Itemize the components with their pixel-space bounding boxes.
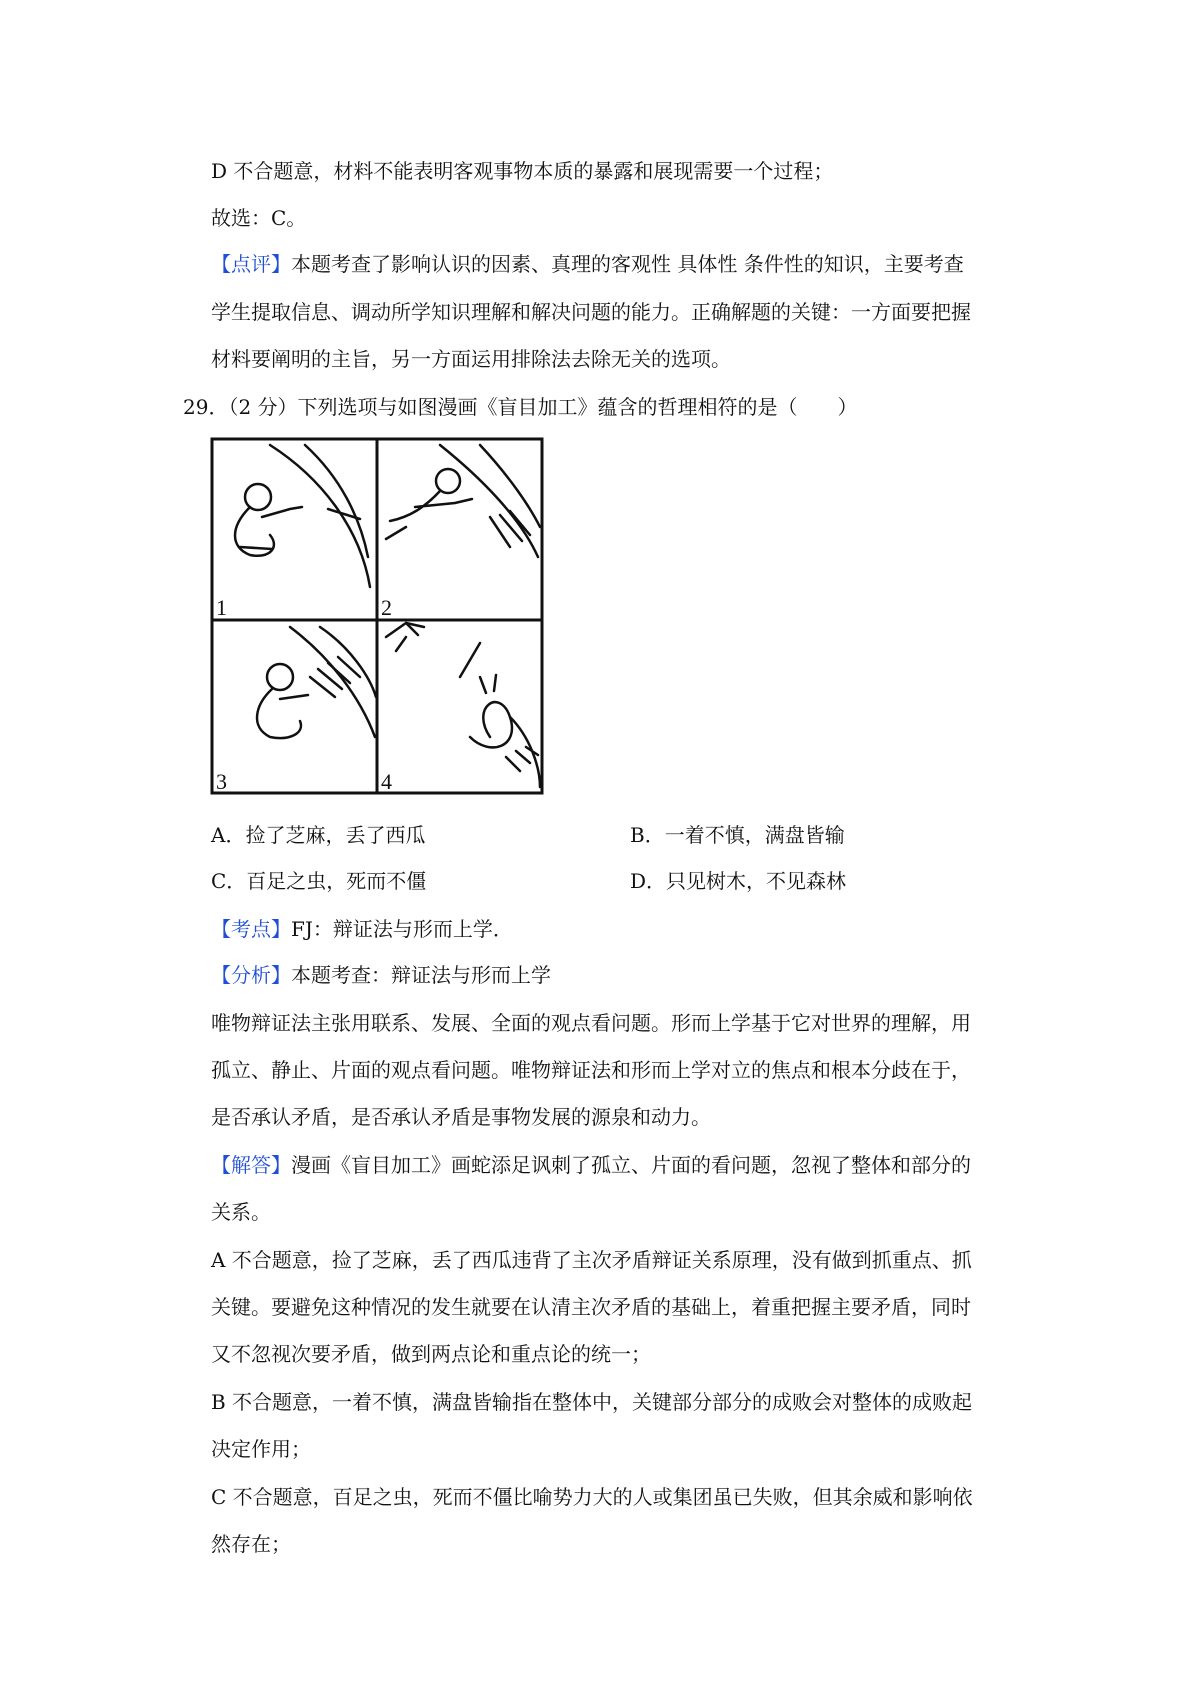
prev-option-d-analysis: D 不合题意，材料不能表明客观事物本质的暴露和展现需要一个过程； (211, 159, 834, 183)
fenxi-tag: 【分析】 (211, 963, 291, 987)
panel-number: 2 (381, 595, 392, 620)
kaodian-text: FJ：辩证法与形而上学． (291, 917, 513, 941)
panel-number: 3 (216, 769, 227, 794)
analysis-line: 唯物辩证法主张用联系、发展、全面的观点看问题。形而上学基于它对世界的理解，用 (211, 1011, 971, 1035)
prev-comment (211, 251, 964, 277)
jieda-line: B 不合题意，一着不慎，满盘皆输指在整体中，关键部分部分的成败会对整体的成败起 (211, 1390, 973, 1414)
jieda-line: 然存在； (211, 1532, 291, 1556)
comment-line: 学生提取信息、调动所学知识理解和解决问题的能力。正确解题的关键：一方面要把握 (211, 300, 971, 324)
panel-number: 4 (381, 769, 392, 794)
option-d: D．只见树木，不见森林 (630, 869, 847, 893)
comment-line: 材料要阐明的主旨，另一方面运用排除法去除无关的选项。 (211, 347, 731, 371)
jieda-line: C 不合题意，百足之虫，死而不僵比喻势力大的人或集团虽已失败，但其余威和影响依 (211, 1485, 973, 1509)
jieda-tag: 【解答】 (211, 1153, 291, 1177)
kaodian-tag: 【考点】 (211, 917, 291, 941)
comment-line: 本题考查了影响认识的因素、真理的客观性 具体性 条件性的知识，主要考查 (291, 252, 964, 276)
jieda-line: A 不合题意，捡了芝麻，丢了西瓜违背了主次矛盾辩证关系原理，没有做到抓重点、抓 (211, 1248, 972, 1272)
jieda-line: 又不忽视次要矛盾，做到两点论和重点论的统一； (211, 1342, 651, 1366)
panel-3-drawing (257, 627, 376, 738)
jieda-line: 决定作用； (211, 1437, 311, 1461)
panel-number: 1 (216, 595, 227, 620)
option-c: C．百足之虫，死而不僵 (211, 869, 427, 893)
question-stem: 29．（2 分）下列选项与如图漫画《盲目加工》蕴含的哲理相符的是（ ） (183, 395, 858, 419)
fenxi-text: 本题考查：辩证法与形而上学 (291, 963, 551, 987)
jieda-text: 漫画《盲目加工》画蛇添足讽刺了孤立、片面的看问题，忽视了整体和部分的 (291, 1153, 971, 1177)
analysis-line: 孤立、静止、片面的观点看问题。唯物辩证法和形而上学对立的焦点和根本分歧在于， (211, 1058, 971, 1082)
option-b: B．一着不慎，满盘皆输 (630, 823, 845, 847)
panel-1-drawing (235, 445, 370, 587)
jieda (211, 1152, 971, 1178)
prev-answer: 故选：C。 (211, 206, 307, 230)
option-a: A．捡了芝麻，丢了西瓜 (211, 823, 426, 847)
jieda-line: 关系。 (211, 1200, 271, 1224)
comic-blind-processing (210, 437, 544, 795)
analysis-line: 是否承认矛盾，是否承认矛盾是事物发展的源泉和动力。 (211, 1105, 711, 1129)
comment-tag: 【点评】 (211, 252, 291, 276)
kaodian (211, 916, 513, 942)
jieda-line: 关键。要避免这种情况的发生就要在认清主次矛盾的基础上，着重把握主要矛盾，同时 (211, 1295, 971, 1319)
panel-4-drawing (386, 623, 540, 787)
panel-2-drawing (386, 445, 540, 557)
fenxi (211, 962, 551, 988)
